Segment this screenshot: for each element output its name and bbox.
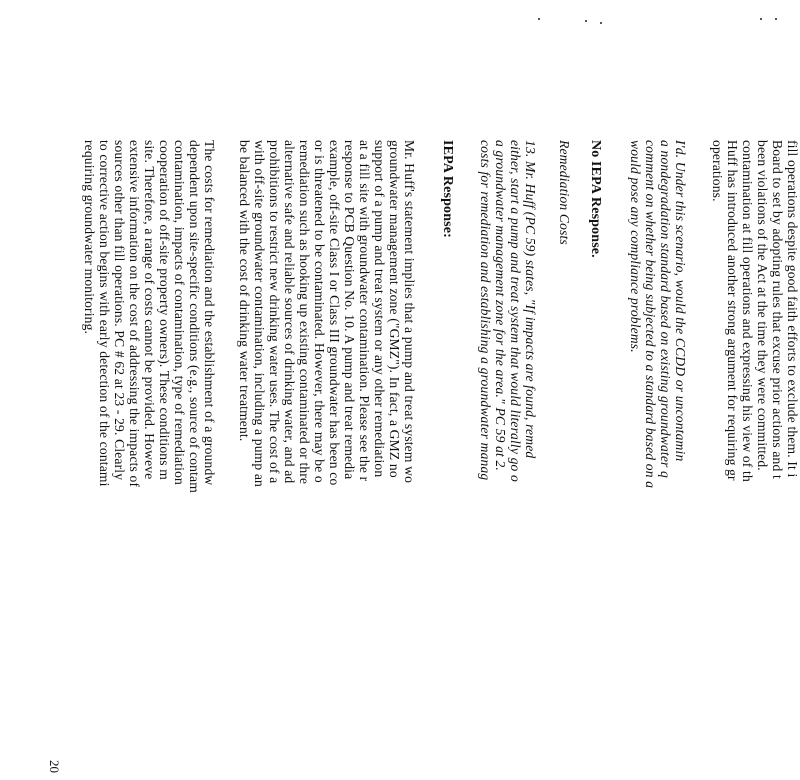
paragraph-line: remediation such as hooking up existing contaminated or thre [297, 140, 312, 485]
paragraph-line: The costs for remediation and the establishment of a groundw [202, 140, 217, 486]
rotated-text-block [47, 140, 800, 780]
question-line: a nondegradation standard based on existing groundwater q [658, 140, 673, 478]
paragraph-line: site. Therefore, a range of costs cannot be provided. Howeve [142, 140, 157, 480]
paragraph-line: sources other than fill operations. PC # 62 at 23 - 29. Clearly [112, 140, 127, 481]
paragraph-line: operations. [710, 140, 725, 202]
paragraph-line: alternative safe and reliable sources of drinking water, and ad [282, 140, 297, 484]
section-subheading: Remediation Costs [557, 140, 572, 245]
paragraph-line: groundwater management zone ("GMZ"). In fact, a GMZ no [387, 140, 402, 478]
question-line: 13. Mr. Huff (PC 59) states, "If impacts are found, remed [523, 140, 538, 459]
paragraph-line: dependent upon site-specific conditions (e.g., source of contam [187, 140, 202, 493]
paragraph-line: been violations of the Act at the time they were committed. [755, 140, 770, 471]
paragraph-line: contamination, impacts of contamination, type of remediation [172, 140, 187, 485]
scan-speck [760, 18, 762, 20]
scan-speck [775, 18, 777, 20]
paragraph-line: with off-site groundwater contamination, including a pump an [252, 140, 267, 488]
question-line: I'd. Under this scenario, would the CCDD or uncontamin [673, 140, 688, 462]
paragraph-line: prohibitions to restrict new drinking water uses. The cost of a [267, 140, 282, 484]
paragraph-line: example, off-site Class I or Class III groundwater has been co [327, 140, 342, 486]
scan-speck [585, 20, 587, 22]
paragraph-line: Board to set by adopting rules that excuse prior actions and t [770, 140, 785, 479]
scan-speck [538, 18, 540, 20]
question-line: a groundwater management zone for the area." PC 59 at 2. [493, 140, 508, 472]
question-line: comment on whether being subjected to a standard based on a [643, 140, 658, 489]
paragraph-line: support of a pump and treat system or any other remediation [372, 140, 387, 478]
paragraph-line: to corrective action begins with early detection of the contami [97, 140, 112, 487]
question-line: costs for remediation and establishing a groundwater manag [478, 140, 493, 481]
paragraph-line: requiring groundwater monitoring. [82, 140, 97, 335]
section-heading: IEPA Response: [440, 140, 455, 238]
scan-speck [600, 22, 602, 24]
paragraph-line: or is threatened to be contaminated. However, there may be o [312, 140, 327, 483]
paragraph-line: contamination at fill operations and expressing his view of th [740, 140, 755, 482]
paragraph-line: response to PCB Question No. 10. A pump and treat remedia [342, 140, 357, 480]
section-heading: No IEPA Response. [588, 140, 603, 258]
paragraph-line: extensive information on the cost of addressing the impacts of [127, 140, 142, 488]
paragraph-line: Huff has introduced another strong argument for requiring gr [725, 140, 740, 481]
paragraph-line: Mr. Huff's statement implies that a pump and treat system wo [402, 140, 417, 484]
question-line: either, start a pump and treat system that would literally go o [508, 140, 523, 482]
paragraph-line: cooperation of off-site property owners). These conditions m [157, 140, 172, 480]
paragraph-line: fill operations despite good faith efforts to exclude them. It i [785, 140, 800, 478]
paragraph-line: be balanced with the cost of drinking water treatment. [237, 140, 252, 442]
page-number: 20 [47, 760, 62, 773]
question-line: would pose any compliance problems. [628, 140, 643, 353]
paragraph-line: at a fill site with groundwater contamination. Please see the r [357, 140, 372, 482]
